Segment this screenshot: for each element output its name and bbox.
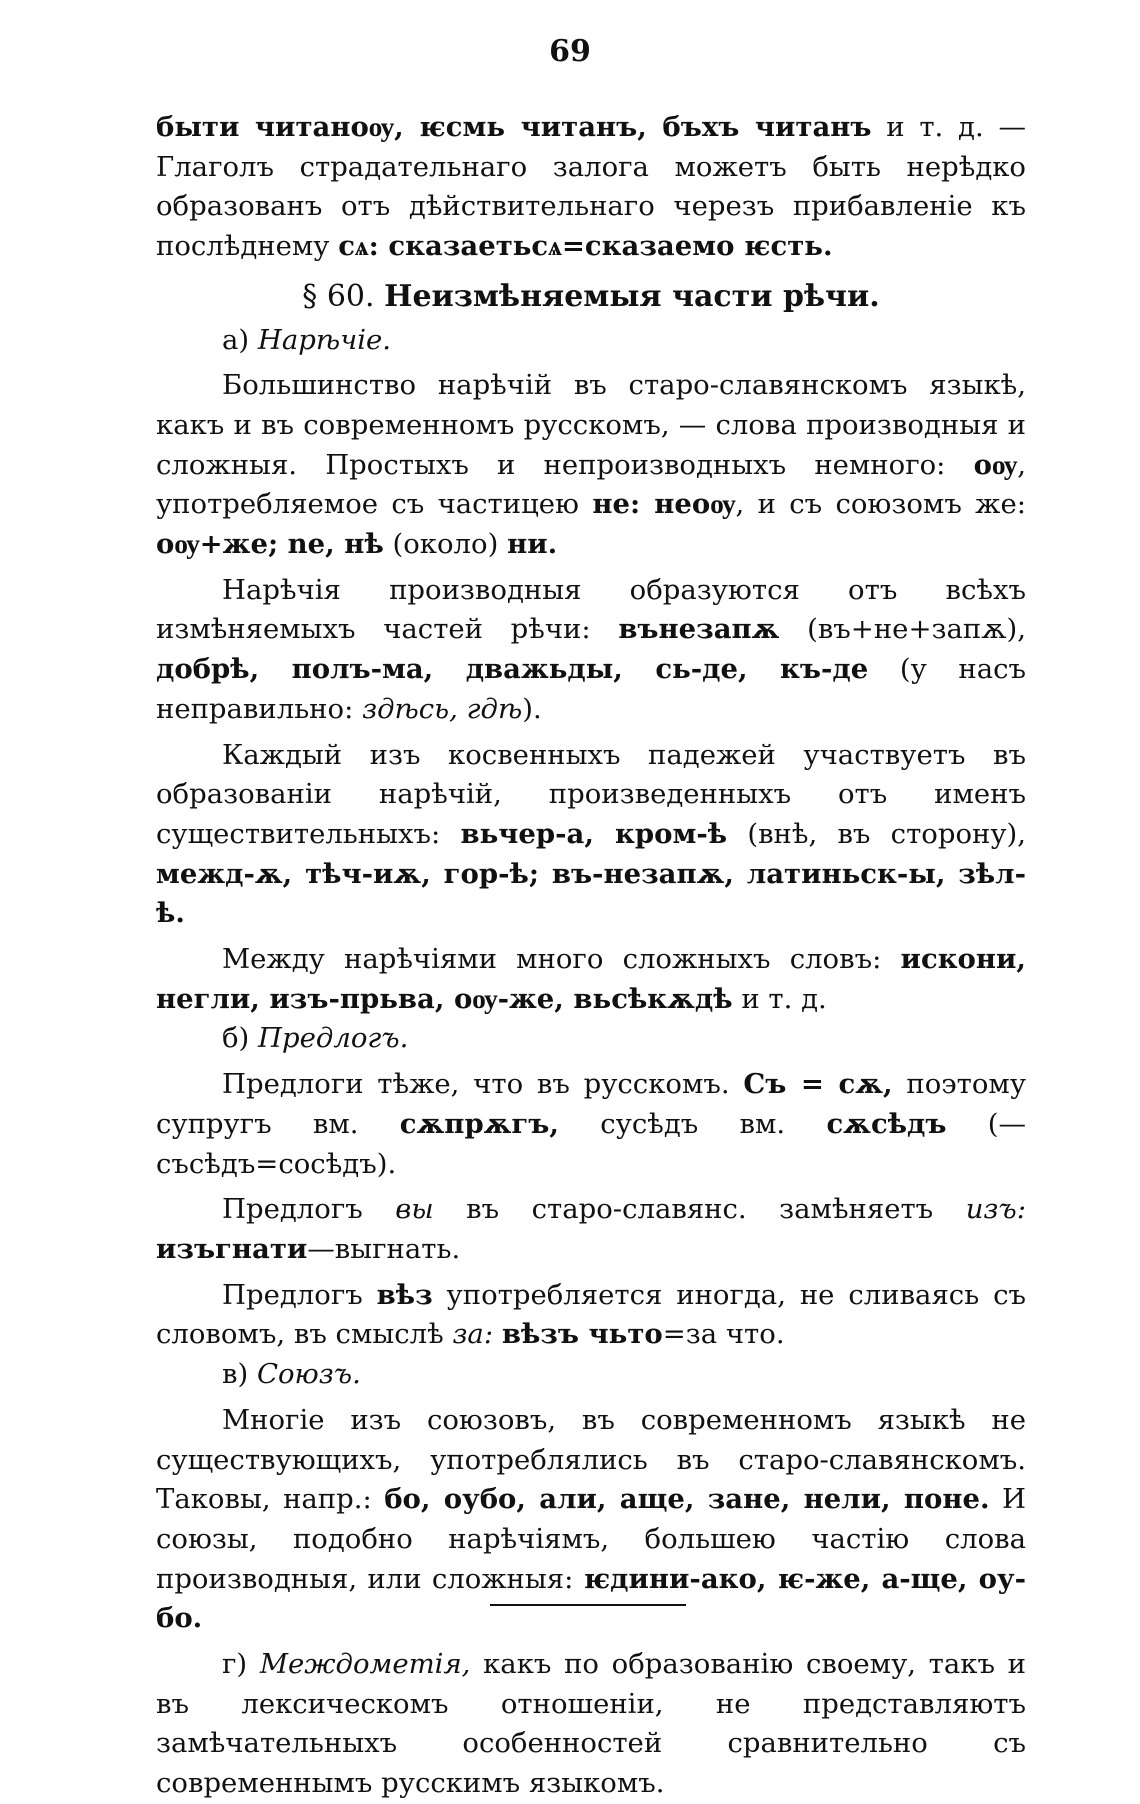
- text-run: , и съ союзомъ же:: [735, 488, 1026, 521]
- paragraph-interjections: [156, 1645, 1026, 1804]
- subsection-letter: б): [222, 1022, 259, 1055]
- subsection-heading-b: [156, 1019, 1026, 1059]
- text-run: Предлогъ: [222, 1193, 396, 1226]
- subsection-letter: а): [222, 323, 258, 356]
- church-slavonic-text: оѹ+же; ne, нѣ: [156, 528, 384, 561]
- church-slavonic-text: ни.: [507, 528, 558, 561]
- text-run: (у насъ неправильно:: [156, 653, 1027, 725]
- text-run: и т. д.: [732, 982, 827, 1015]
- church-slavonic-text: изъгнати: [156, 1232, 308, 1265]
- section-number: § 60.: [302, 278, 375, 314]
- paragraph-derived-adverbs: [156, 571, 1026, 730]
- text-run: какъ по образованію своему, такъ и въ лексическомъ отношеніи, не представляютъ замѣчательныхъ особенностей сравнительно съ современнымъ русскимъ языкомъ.: [156, 1648, 1026, 1800]
- subsection-letter: в): [222, 1358, 257, 1391]
- text-run: =за что.: [662, 1318, 785, 1351]
- church-slavonic-text: не: неоѹ: [592, 488, 736, 521]
- church-slavonic-text: ѥдини-ако, ѥ-же, а-ще, оу-бо.: [156, 1562, 1026, 1635]
- church-slavonic-text: искони, негли, изъ-прьва, оѹ-же, вьсѣкѫдѣ: [156, 943, 1026, 1015]
- church-slavonic-text: вънезапѫ: [618, 613, 780, 646]
- text-run: ).: [522, 692, 542, 725]
- closing-divider-rule: [490, 1604, 686, 1606]
- paragraph-compound-adverbs: [156, 940, 1026, 1019]
- subsection-heading-c: [156, 1355, 1026, 1395]
- italic-text: Междометія,: [259, 1648, 471, 1681]
- text-run: Нарѣчія производныя образуются отъ всѣхъ измѣняемыхъ частей рѣчи:: [156, 573, 1026, 646]
- church-slavonic-text: бо, оубо, али, аще, зане, нели, поне.: [384, 1483, 990, 1516]
- text-run: въ старо-славянс. замѣняетъ: [433, 1193, 966, 1226]
- text-run: Большинство нарѣчій въ старо-славянскомъ языкѣ, какъ и въ современномъ русскомъ, — слова производныя и сложныя. Простыхъ и непроизводныхъ немного:: [156, 369, 1026, 481]
- text-run: сусѣдъ вм.: [558, 1107, 827, 1140]
- text-run: (въ+не+запѫ),: [779, 613, 1026, 646]
- church-slavonic-text: оѹ: [973, 448, 1018, 481]
- paragraph-preposition-vez: [156, 1276, 1026, 1355]
- church-slavonic-text: сѫсѣдъ: [826, 1107, 947, 1140]
- italic-text: изъ:: [965, 1193, 1026, 1226]
- text-run: (внѣ, въ сторону),: [727, 817, 1026, 850]
- church-slavonic-text: вьчер-а, кром-ѣ: [460, 817, 728, 850]
- text-run: поэтому супругъ вм.: [156, 1068, 1027, 1140]
- subsection-letter: г): [222, 1648, 260, 1681]
- text-run: Между нарѣчіями много сложныхъ словъ:: [222, 943, 901, 976]
- church-slavonic-text: быти читаноѹ,: [156, 111, 420, 143]
- paragraph-preposition-vy: [156, 1190, 1026, 1269]
- text-run: Предлоги тѣже, что въ русскомъ.: [222, 1068, 744, 1101]
- subsection-title: Союзъ.: [256, 1358, 361, 1391]
- church-slavonic-text: сѧ: сказаетьсѧ=сказаемо ѥсть.: [338, 230, 833, 263]
- italic-text: вы: [395, 1193, 434, 1226]
- paragraph-case-adverbs: [156, 736, 1026, 935]
- subsection-title: Нарѣчіе.: [257, 323, 392, 356]
- italic-text: здѣсь, гдѣ: [362, 692, 523, 725]
- text-run: употребляется иногда, не сливаясь съ словомъ, въ смыслѣ: [156, 1278, 1026, 1351]
- text-run: (около): [383, 528, 508, 561]
- text-run: Каждый изъ косвенныхъ падежей участвуетъ въ образованіи нарѣчій, произведенныхъ отъ именъ существительныхъ:: [156, 738, 1026, 850]
- church-slavonic-text: межд-ѫ, тѣч-иѫ, гор-ѣ; въ-незапѫ, латиньск-ы, зѣл-ѣ.: [156, 857, 1026, 930]
- subsection-heading-a: [156, 321, 1026, 361]
- section-title: Неизмѣняемыя части рѣчи.: [384, 278, 880, 314]
- church-slavonic-text: вѣзъ чьто: [501, 1318, 663, 1351]
- subsection-title: Предлогъ.: [258, 1022, 409, 1055]
- text-run: Предлогъ: [222, 1278, 377, 1311]
- section-heading: [156, 277, 1026, 317]
- paragraph-adverbs-intro: [156, 366, 1026, 565]
- paragraph-continuation: [156, 108, 1026, 267]
- church-slavonic-text: добрѣ, полъ-ма, дважьды, сь-де, къ-де: [156, 653, 869, 686]
- page-number: 69: [549, 34, 591, 69]
- page-body: [156, 108, 1026, 1804]
- text-run: —выгнать.: [307, 1232, 461, 1265]
- text-run: [493, 1318, 502, 1350]
- church-slavonic-text: сѫпрѫгъ,: [399, 1107, 559, 1140]
- church-slavonic-text: вѣз: [376, 1278, 433, 1311]
- text-run: и т. д. — Глаголъ страдательнаго залога можетъ быть нерѣдко образованъ отъ дѣйствительнаго черезъ прибавленіе къ послѣднему: [156, 111, 1026, 263]
- paragraph-prepositions: [156, 1065, 1026, 1184]
- text-run: (—съсѣдъ=сосѣдъ).: [156, 1107, 1026, 1180]
- italic-text: за:: [452, 1318, 494, 1351]
- church-slavonic-text: Съ = сѫ,: [743, 1068, 893, 1101]
- text-run: , употребляемое съ частицею: [156, 448, 1026, 521]
- church-slavonic-text: ѥсмь читанъ, бъхъ читанъ: [419, 111, 872, 143]
- text-run: И союзы, подобно нарѣчіямъ, большею частію слова производныя, или сложныя:: [156, 1483, 1026, 1595]
- text-run: Многіе изъ союзовъ, въ современномъ языкѣ не существующихъ, употреблялись въ старо-славянскомъ. Таковы, напр.:: [156, 1403, 1026, 1516]
